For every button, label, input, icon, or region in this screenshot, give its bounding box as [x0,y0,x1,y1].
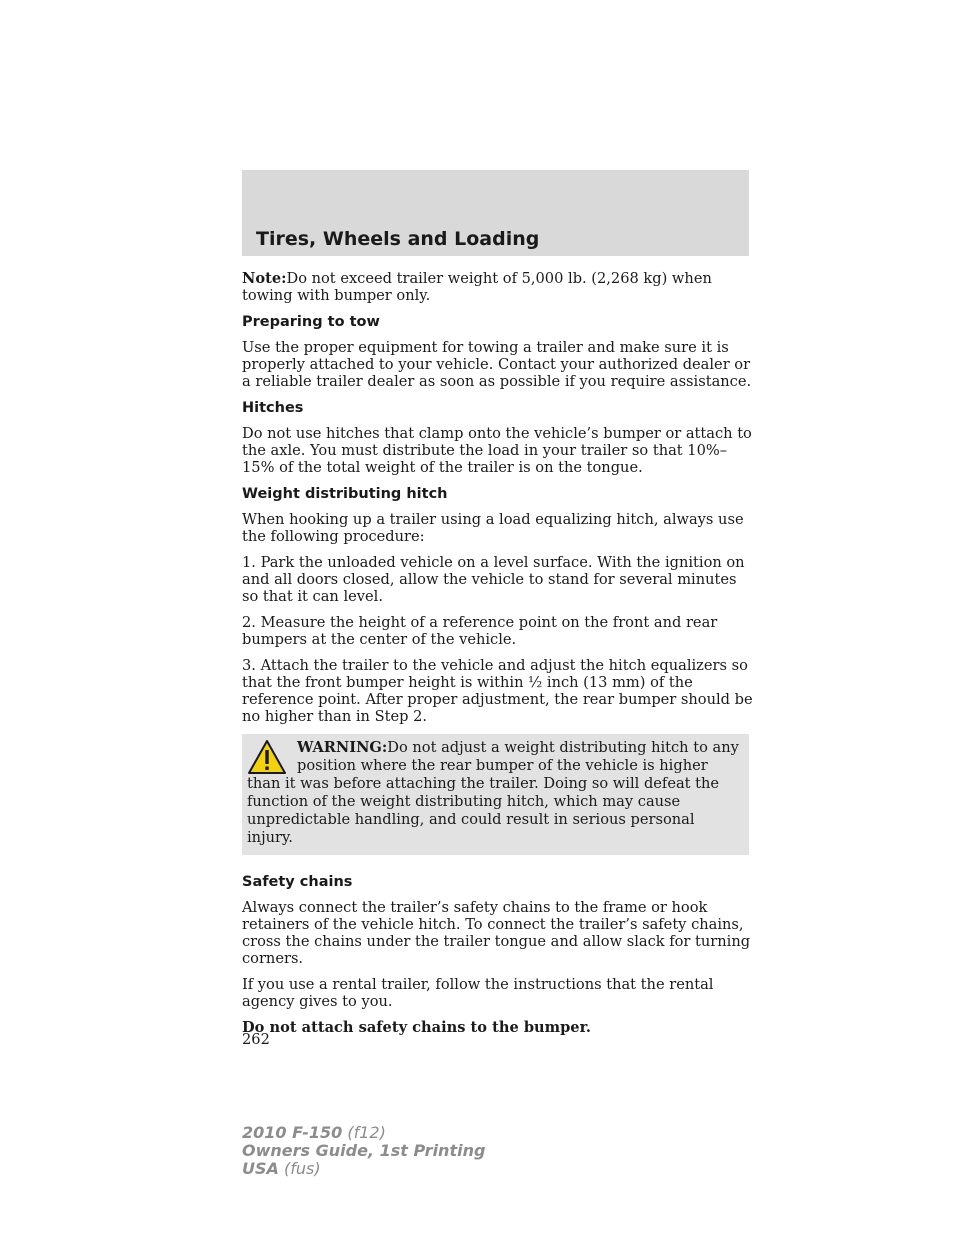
print-footer [242,1124,485,1178]
footer-line-2: Owners Guide, 1st Printing [242,1141,486,1160]
warning-text: Do not adjust a weight distributing hitch to any position where the rear bumper of the vehicle is higher than it was before attaching the trailer. Doing so will defeat the function of the weight distributing hitch, which may cause unpredictable handling, and could result in serious personal injury. [247,739,739,846]
section-title: Tires, Wheels and Loading [256,228,540,250]
note-text: Do not exceed trailer weight of 5,000 lb. (2,268 kg) when towing with bumper only. [242,270,712,304]
section-header-band [242,170,749,256]
heading-weight-distributing-hitch: Weight distributing hitch [242,486,448,502]
heading-preparing-to-tow: Preparing to tow [242,314,380,330]
safety-chains-paragraph-1: Always connect the trailer’s safety chains to the frame or hook retainers of the vehicle hitch. To connect the trailer’s safety chains, cross the chains under the trailer tongue and allow slack for turning corners. [242,899,751,967]
page-number: 262 [242,1031,270,1048]
safety-chains-bold-note: Do not attach safety chains to the bumper. [242,1019,591,1036]
note-paragraph [242,270,757,304]
safety-chains-paragraph-2: If you use a rental trailer, follow the instructions that the rental agency gives to you. [242,976,714,1010]
note-label: Note: [242,270,287,287]
step-2: 2. Measure the height of a reference point on the front and rear bumpers at the center of the vehicle. [242,614,718,648]
warning-box [242,734,749,855]
footer-market-code: (fus) [284,1159,321,1178]
weight-hitch-intro: When hooking up a trailer using a load equalizing hitch, always use the following procedure: [242,511,744,545]
step-3: 3. Attach the trailer to the vehicle and adjust the hitch equalizers so that the front bumper height is within ½ inch (13 mm) of the reference point. After proper adjustment, the rear bumper should be no higher than in Step 2. [242,657,753,725]
footer-line-3 [242,1160,485,1178]
heading-safety-chains: Safety chains [242,874,353,890]
hitches-paragraph: Do not use hitches that clamp onto the vehicle’s bumper or attach to the axle. You must distribute the load in your trailer so that 10%–15% of the total weight of the trailer is on the tongue. [242,425,752,476]
footer-market: USA [242,1159,279,1178]
warning-triangle-icon [247,739,287,775]
footer-model-code: (f12) [347,1123,386,1142]
warning-label: WARNING: [297,739,388,756]
page-content [242,270,757,1036]
preparing-paragraph: Use the proper equipment for towing a trailer and make sure it is properly attached to your vehicle. Contact your authorized dealer or a reliable trailer dealer as soon as possible if you require assistance. [242,339,752,390]
footer-line-1 [242,1124,485,1142]
footer-model: 2010 F-150 [242,1123,343,1142]
heading-hitches: Hitches [242,400,304,416]
step-1: 1. Park the unloaded vehicle on a level surface. With the ignition on and all doors closed, allow the vehicle to stand for several minutes so that it can level. [242,554,745,605]
